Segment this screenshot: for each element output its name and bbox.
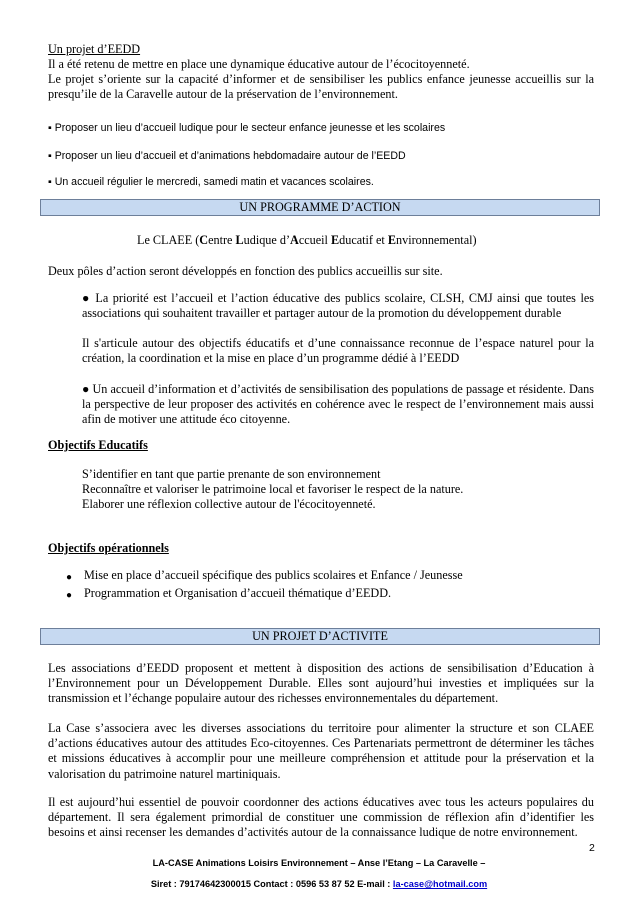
footer-line-2 [0, 877, 638, 892]
bullet-icon: ● [66, 572, 73, 583]
objectif-educatif-3: Elaborer une réflexion collective autour de l'écocitoyenneté. [82, 497, 376, 511]
bullet-icon: ● [66, 590, 73, 601]
intro-line: Il a été retenu de mettre en place une dynamique éducative autour de l’écocitoyenneté. [48, 57, 470, 71]
intro-paragraph: Le projet s’oriente sur la capacité d’informer et de sensibiliser les publics enfance jeunesse accueillis sur la presqu’ile de la Caravelle autour de la préservation de l’environnement. [48, 72, 594, 102]
email-link[interactable]: la-case@hotmail.com [392, 879, 488, 889]
objectif-operationnel-2: Programmation et Organisation d’accueil thématique d’EEDD. [84, 586, 392, 600]
objectif-educatif-1: S’identifier en tant que partie prenante de son environnement [82, 467, 381, 481]
claee-title: Le CLAEE (Centre Ludique d’Accueil Educatif et Environnemental) [137, 233, 477, 247]
intro-bullet-3: ▪ Un accueil régulier le mercredi, samedi matin et vacances scolaires. [48, 176, 374, 188]
poles-intro: Deux pôles d’action seront développés en fonction des publics accueillis sur site. [48, 264, 443, 278]
intro-heading: Un projet d’EEDD [48, 42, 141, 56]
footer-contact: Siret : 79174642300015 Contact : 0596 53 87 52 E-mail : [150, 879, 393, 889]
pole-1-detail: Il s'articule autour des objectifs éducatifs et d’une connaissance reconnue de l’espace naturel pour la création, la coordination et la mise en place d’un programme dédié à l’EEDD [82, 336, 594, 366]
intro-bullet-1: ▪ Proposer un lieu d’accueil ludique pour le secteur enfance jeunesse et les scolaires [48, 122, 446, 134]
paragraph-la-case: La Case s’associera avec les diverses associations du territoire pour alimenter la structure et son CLAEE d’actions éducatives autour des attitudes Eco-citoyennes. Ces Partenariats permettront de déterminer les tâches et missions éducatives à accomplir pour une meilleure compréhension et attitude pour la préservation et la valorisation du patrimoine naturel martiniquais. [48, 721, 594, 781]
paragraph-coordination: Il est aujourd’hui essentiel de pouvoir coordonner des actions éducatives avec tous les acteurs populaires du département. Il sera également primordial de constituer une commission de réflexion afin d’identifier les besoins et ainsi recenser les demandes d’activités autour de la connaissance ludique de notre environnement. [48, 795, 594, 840]
objectif-educatif-2: Reconnaître et valoriser le patrimoine local et favoriser le respect de la nature. [82, 482, 464, 496]
footer-line-1: LA-CASE Animations Loisirs Environnement – Anse l’Etang – La Caravelle – [152, 858, 486, 868]
intro-bullet-2: ▪ Proposer un lieu d’accueil et d’animations hebdomadaire autour de l’EEDD [48, 150, 406, 162]
objectifs-operationnels-heading: Objectifs opérationnels [48, 541, 169, 555]
pole-2-text: ● Un accueil d’information et d’activités de sensibilisation des populations de passage et résidente. Dans la perspective de leur proposer des activités en cohérence avec le respect de l’environnement mais aussi afin de motiver une attitude éco citoyenne. [82, 382, 594, 427]
section-banner-activite: UN PROJET D’ACTIVITE [40, 628, 600, 645]
pole-1-text: ● La priorité est l’accueil et l’action éducative des publics scolaire, CLSH, CMJ ainsi que toutes les associations qui souhaitent travailler et partager autour de la promotion du développement durable [82, 291, 594, 321]
paragraph-associations: Les associations d’EEDD proposent et mettent à disposition des actions de sensibilisation d’Education à l’Environnement pour un Développement Durable. Elles sont aujourd’hui investies et impliquées sur la transmission et l’échange populaire autour des richesses environnementales du département. [48, 661, 594, 706]
objectifs-educatifs-heading: Objectifs Educatifs [48, 438, 148, 452]
section-banner-programme: UN PROGRAMME D’ACTION [40, 199, 600, 216]
page-number: 2 [589, 842, 595, 854]
objectif-operationnel-1: Mise en place d’accueil spécifique des publics scolaires et Enfance / Jeunesse [84, 568, 463, 582]
